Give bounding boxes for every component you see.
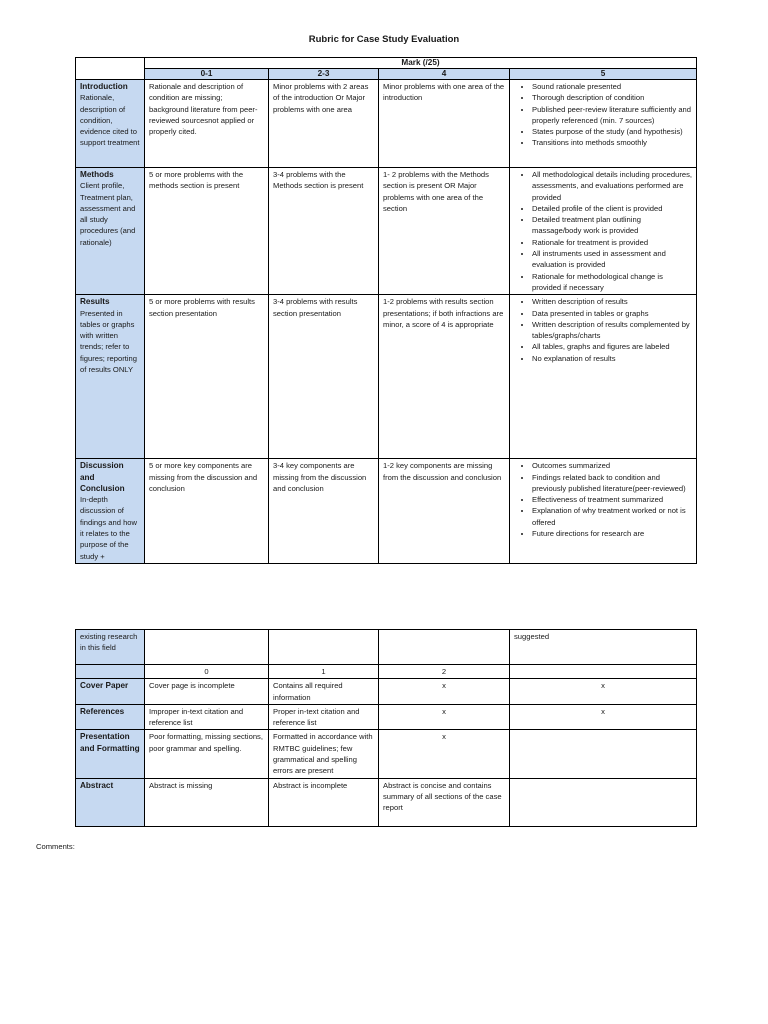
- table-row: [76, 630, 697, 665]
- score-5-cell: [510, 80, 697, 168]
- score-2-3-cell: 3-4 problems with the Methods section is present: [269, 168, 379, 295]
- score-5-cell: [510, 459, 697, 564]
- table-row: [76, 665, 697, 679]
- list-item: • Transitions into methods smoothly: [532, 137, 692, 148]
- criterion-cell: [76, 295, 145, 459]
- score-0-1-cell: Rationale and description of condition are missing; background literature from peer-reviewed sourcesnot applied or properly cited.: [145, 80, 269, 168]
- table-row: [76, 704, 697, 730]
- criterion-description: In-depth discussion of findings and how it relates to the purpose of the study +: [80, 495, 137, 561]
- criterion-cell: [76, 168, 145, 295]
- list-item: • Written description of results: [532, 296, 692, 307]
- score-5-cell: [510, 168, 697, 295]
- list-item: • All instruments used in assessment and evaluation is provided: [532, 248, 692, 271]
- score-2-3-cell: 3-4 key components are missing from the discussion and conclusion: [269, 459, 379, 564]
- table-row: [76, 80, 697, 168]
- score-0-cell: Improper in-text citation and reference list: [145, 704, 269, 730]
- list-item: • Future directions for research are: [532, 528, 692, 539]
- comments-label: Comments:: [36, 842, 75, 851]
- criterion-description: Rationale, description of condition, evidence cited to support treatment: [80, 93, 140, 148]
- cell: [145, 630, 269, 665]
- score-extra-cell: x: [510, 704, 697, 730]
- score-4-cell: 1-2 problems with results section presentations; if both infractions are minor, a score of 4 is appropriate: [379, 295, 510, 459]
- score-0-cell: Poor formatting, missing sections, poor grammar and spelling.: [145, 730, 269, 778]
- score-4-cell: 1- 2 problems with the Methods section is present OR Major problems with one area of the section: [379, 168, 510, 295]
- list-item: • All methodological details including procedures, assessments, and evaluations performed are provided: [532, 169, 692, 203]
- score-extra-cell: [510, 778, 697, 826]
- cell: [269, 630, 379, 665]
- criteria-list: [514, 296, 692, 364]
- list-item: • Detailed treatment plan outlining massage/body work is provided: [532, 214, 692, 237]
- criterion-description: Presented in tables or graphs with written trends; refer to figures; reporting of results ONLY: [80, 308, 137, 375]
- col-header-0-1: 0-1: [145, 69, 269, 80]
- table-row: [76, 679, 697, 705]
- col-header-1: 1: [269, 665, 379, 679]
- list-item: • Sound rationale presented: [532, 81, 692, 92]
- score-2-cell: x: [379, 679, 510, 705]
- criterion-name: Discussion and Conclusion: [80, 461, 125, 493]
- criterion-cell: [76, 730, 145, 778]
- list-item: • Rationale for methodological change is provided if necessary: [532, 271, 692, 294]
- score-2-cell: x: [379, 704, 510, 730]
- rubric-table-continued: [75, 629, 697, 827]
- score-0-1-cell: 5 or more problems with the methods section is present: [145, 168, 269, 295]
- score-0-1-cell: 5 or more key components are missing from the discussion and conclusion: [145, 459, 269, 564]
- corner-cell: [76, 58, 145, 80]
- col-header-4: 4: [379, 69, 510, 80]
- criterion-name: Presentation and Formatting: [80, 732, 140, 753]
- document-title: Rubric for Case Study Evaluation: [308, 34, 460, 45]
- list-item: • Outcomes summarized: [532, 460, 692, 471]
- col-header-5: 5: [510, 69, 697, 80]
- list-item: • Findings related back to condition and previously published literature(peer-reviewed): [532, 472, 692, 495]
- criterion-name: Cover Paper: [80, 681, 129, 691]
- list-item: • All tables, graphs and figures are labeled: [532, 341, 692, 352]
- score-extra-cell: x: [510, 679, 697, 705]
- list-item: • No explanation of results: [532, 353, 692, 364]
- score-1-cell: Proper in-text citation and reference list: [269, 704, 379, 730]
- criterion-name: References: [80, 706, 125, 716]
- score-0-1-cell: 5 or more problems with results section presentation: [145, 295, 269, 459]
- table-row: [76, 459, 697, 564]
- criterion-name: Results: [80, 297, 110, 307]
- criterion-description: Client profile, Treatment plan, assessment and all study procedures (and rationale): [80, 181, 136, 247]
- cell: [510, 665, 697, 679]
- continued-cell: suggested: [510, 630, 697, 665]
- table-row: [76, 295, 697, 459]
- list-item: • Data presented in tables or graphs: [532, 308, 692, 319]
- table-row: [76, 778, 697, 826]
- criterion-cell: [76, 778, 145, 826]
- score-2-3-cell: Minor problems with 2 areas of the introduction Or Major problems with one area: [269, 80, 379, 168]
- list-item: • Thorough description of condition: [532, 92, 692, 103]
- col-header-2-3: 2-3: [269, 69, 379, 80]
- list-item: • Published peer-review literature sufficiently and properly referenced (min. 7 sources): [532, 104, 692, 127]
- list-item: • Written description of results complemented by tables/graphs/charts: [532, 319, 692, 342]
- score-extra-cell: [510, 730, 697, 778]
- score-2-cell: x: [379, 730, 510, 778]
- score-0-cell: Abstract is missing: [145, 778, 269, 826]
- list-item: • Explanation of why treatment worked or not is offered: [532, 505, 692, 528]
- score-5-cell: [510, 295, 697, 459]
- list-item: • Rationale for treatment is provided: [532, 237, 692, 248]
- score-1-cell: Contains all required information: [269, 679, 379, 705]
- continued-description: existing research in this field: [76, 630, 145, 665]
- criterion-cell: [76, 459, 145, 564]
- criterion-cell: [76, 80, 145, 168]
- criteria-list: [514, 169, 692, 293]
- col-header-2: 2: [379, 665, 510, 679]
- criterion-cell: [76, 679, 145, 705]
- table-row: [76, 730, 697, 778]
- criterion-name: Abstract: [80, 780, 114, 790]
- rubric-table: [75, 57, 697, 564]
- criterion-name: Introduction: [80, 82, 128, 91]
- list-item: • Detailed profile of the client is provided: [532, 203, 692, 214]
- cell: [379, 630, 510, 665]
- score-2-cell: Abstract is concise and contains summary of all sections of the case report: [379, 778, 510, 826]
- corner-cell: [76, 665, 145, 679]
- criteria-list: [514, 81, 692, 149]
- score-0-cell: Cover page is incomplete: [145, 679, 269, 705]
- score-4-cell: 1-2 key components are missing from the discussion and conclusion: [379, 459, 510, 564]
- criterion-name: Methods: [80, 170, 114, 179]
- col-header-0: 0: [145, 665, 269, 679]
- score-1-cell: Abstract is incomplete: [269, 778, 379, 826]
- list-item: • Effectiveness of treatment summarized: [532, 494, 692, 505]
- list-item: • States purpose of the study (and hypothesis): [532, 126, 692, 137]
- criterion-cell: [76, 704, 145, 730]
- score-1-cell: Formatted in accordance with RMTBC guidelines; few grammatical and spelling errors are present: [269, 730, 379, 778]
- mark-header: Mark (/25): [145, 58, 697, 69]
- score-2-3-cell: 3-4 problems with results section presentation: [269, 295, 379, 459]
- score-4-cell: Minor problems with one area of the introduction: [379, 80, 510, 168]
- criteria-list: [514, 460, 692, 539]
- table-row: [76, 168, 697, 295]
